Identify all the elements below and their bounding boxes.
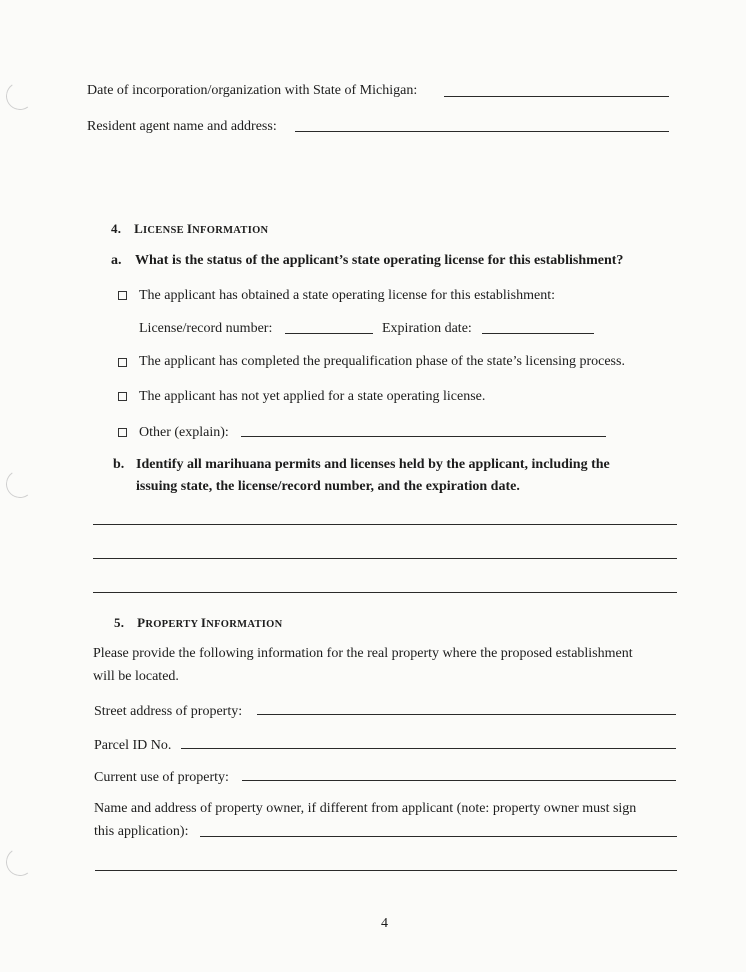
other-explain-field[interactable]	[241, 436, 606, 437]
section-5-number: 5.	[114, 615, 125, 630]
section-4-title-part1: ICENSE	[143, 225, 187, 236]
question-b-letter: b.	[113, 457, 125, 472]
option-other-label: Other (explain):	[139, 425, 229, 440]
incorporation-date-field[interactable]	[444, 96, 669, 97]
current-use-label: Current use of property:	[94, 770, 229, 785]
incorporation-date-label: Date of incorporation/organization with State of Michigan:	[87, 83, 418, 98]
license-number-label: License/record number:	[139, 321, 273, 336]
section-5-title-cap1: P	[137, 615, 146, 630]
section-5-title-part1: ROPERTY	[145, 619, 201, 630]
option-obtained-label: The applicant has obtained a state operating license for this establishment:	[139, 288, 555, 303]
street-address-label: Street address of property:	[94, 704, 243, 719]
section-5-title-cap2: I	[200, 615, 207, 630]
option-not-applied-label: The applicant has not yet applied for a state operating license.	[139, 389, 486, 404]
resident-agent-label: Resident agent name and address:	[87, 119, 277, 134]
property-owner-field-2[interactable]	[95, 870, 677, 871]
binder-hole-middle	[4, 468, 36, 500]
resident-agent-field[interactable]	[295, 131, 669, 132]
section-4-heading	[111, 220, 268, 240]
section-5-title-part2: NFORMATION	[206, 619, 283, 630]
option-prequalification-checkbox[interactable]	[118, 358, 127, 367]
option-not-applied-checkbox[interactable]	[118, 392, 127, 401]
property-owner-field[interactable]	[200, 836, 677, 837]
option-obtained-checkbox[interactable]	[118, 291, 127, 300]
option-other-checkbox[interactable]	[118, 428, 127, 437]
section-4-title-cap1: L	[134, 221, 144, 236]
question-b-line1: Identify all marihuana permits and licenses held by the applicant, including the	[136, 457, 610, 472]
property-intro-line1: Please provide the following information for the real property where the proposed establishment	[93, 646, 633, 661]
question-b-line2: issuing state, the license/record number, and the expiration date.	[136, 479, 520, 494]
option-prequalification-label: The applicant has completed the prequalification phase of the state’s licensing process.	[139, 354, 625, 369]
permits-answer-line-3[interactable]	[93, 592, 677, 593]
street-address-field[interactable]	[257, 714, 676, 715]
permits-answer-line-2[interactable]	[93, 558, 677, 559]
license-number-field[interactable]	[285, 333, 373, 334]
binder-hole-bottom	[4, 846, 36, 878]
property-intro-line2: will be located.	[93, 669, 179, 684]
section-4-title-part2: NFORMATION	[192, 225, 269, 236]
binder-hole-top	[4, 80, 36, 112]
current-use-field[interactable]	[242, 780, 676, 781]
section-4-number: 4.	[111, 221, 122, 236]
expiration-date-field[interactable]	[482, 333, 594, 334]
page-number: 4	[381, 916, 388, 931]
question-a-text: What is the status of the applicant’s state operating license for this establishment?	[135, 253, 624, 268]
parcel-id-label: Parcel ID No.	[94, 738, 172, 753]
expiration-date-label: Expiration date:	[382, 321, 472, 336]
parcel-id-field[interactable]	[181, 748, 676, 749]
permits-answer-line-1[interactable]	[93, 524, 677, 525]
question-a-letter: a.	[111, 253, 122, 268]
section-4-title-cap2: I	[186, 221, 193, 236]
section-5-heading	[114, 614, 283, 634]
property-owner-label-line2: this application):	[94, 824, 189, 839]
property-owner-label-line1: Name and address of property owner, if different from applicant (note: property owner must sign	[94, 801, 637, 816]
